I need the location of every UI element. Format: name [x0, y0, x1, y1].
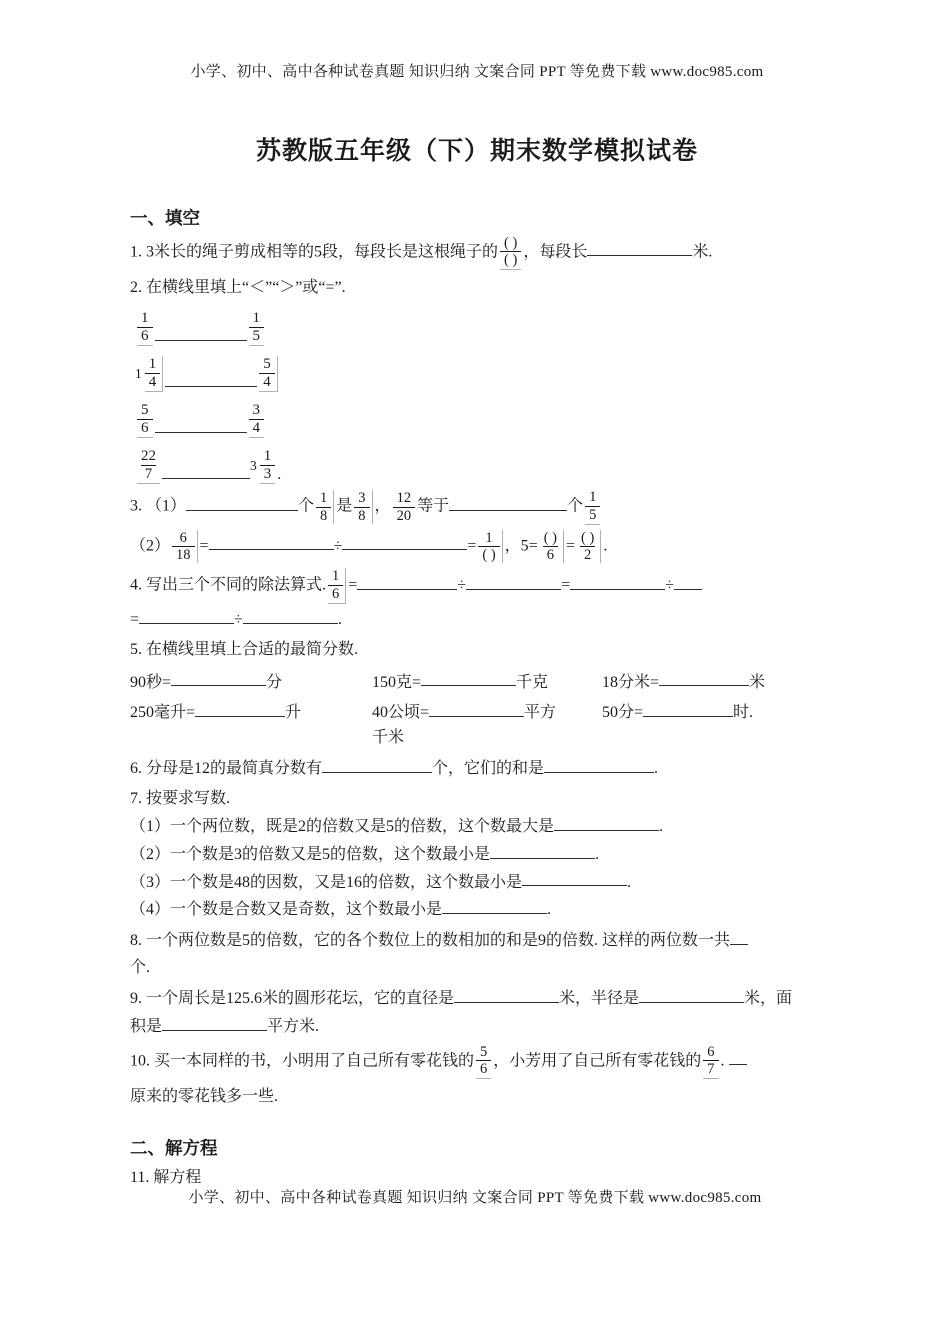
text: ，5= — [504, 537, 538, 555]
blank-line — [186, 493, 298, 511]
text: . — [720, 1052, 729, 1070]
fraction — [172, 530, 198, 563]
numerator: 5 — [480, 1043, 488, 1060]
fraction — [354, 490, 372, 523]
fraction — [249, 402, 265, 439]
text: . — [659, 817, 664, 835]
blank-line — [639, 985, 744, 1003]
text: 1. 3米长的绳子剪成相等的5段，每段长是这根绳子的 — [130, 243, 499, 261]
text: = — [565, 537, 576, 555]
footer-note: 小学、初中、高中各种试卷真题 知识归纳 文案合同 PPT 等免费下载 www.doc985.com — [188, 1190, 762, 1206]
text: . — [603, 537, 608, 555]
text: 平方 — [524, 704, 557, 722]
mixed-number — [250, 448, 277, 485]
numerator: 1 — [485, 529, 493, 546]
denominator: ( ) — [478, 546, 499, 563]
q5-column-3 — [602, 664, 820, 751]
numerator: 6 — [179, 529, 187, 546]
whole-number: 1 — [135, 366, 142, 382]
text: 40公顷= — [372, 704, 430, 722]
text: 分 — [266, 673, 283, 691]
question-1 — [130, 235, 824, 270]
blank-line — [587, 239, 692, 257]
section-heading-fill-blanks: 一、填空 — [130, 208, 200, 228]
text: （3）一个数是48的因数，又是16的倍数，这个数最小是 — [130, 873, 523, 891]
question-8-line-2 — [130, 955, 824, 980]
compare-row-2 — [135, 348, 824, 392]
question-2 — [130, 275, 824, 300]
numerator: 12 — [396, 490, 412, 507]
blank-line — [466, 572, 561, 590]
q5-cell-90s — [130, 669, 372, 695]
q5-cell-250ml — [130, 699, 372, 725]
fraction — [259, 356, 278, 393]
numerator: 3 — [252, 401, 260, 418]
numerator: 6 — [707, 1043, 715, 1060]
blank-line — [674, 572, 702, 590]
question-6 — [130, 755, 824, 781]
blank-line — [490, 841, 595, 859]
question-8-line-1 — [130, 927, 824, 953]
text: 米，面 — [744, 989, 793, 1007]
compare-row-1 — [135, 302, 824, 346]
fraction — [260, 448, 276, 485]
text: 个. — [130, 959, 151, 977]
question-3-part-2 — [130, 530, 824, 563]
numerator: 3 — [358, 490, 366, 507]
text: 90秒= — [130, 673, 172, 691]
numerator: 5 — [263, 355, 271, 372]
blank-line — [729, 1047, 747, 1065]
blank-line — [449, 493, 567, 511]
text: 3. （1） — [130, 497, 187, 515]
text: 10. 买一本同样的书，小明用了自己所有零花钱的 — [130, 1052, 475, 1070]
blank-line — [429, 699, 524, 717]
page-title: 苏教版五年级（下）期末数学模拟试卷 — [255, 137, 698, 165]
text: ， — [374, 497, 391, 515]
question-10-line-1 — [130, 1044, 824, 1079]
fraction — [249, 310, 265, 347]
denominator: 18 — [172, 546, 195, 563]
text: 千米 — [372, 729, 405, 747]
answer-line — [165, 386, 257, 387]
answer-line — [162, 478, 250, 479]
question-5 — [130, 637, 824, 662]
fraction — [476, 1044, 491, 1079]
compare-row-3 — [135, 394, 824, 438]
denominator: 6 — [137, 419, 153, 437]
question-3-part-1 — [130, 489, 824, 524]
compare-row-4 — [135, 440, 824, 484]
question-5-unit-grid — [130, 664, 824, 751]
text: 11. 解方程 — [130, 1169, 202, 1187]
denominator: 5 — [585, 506, 600, 523]
blank-line — [442, 896, 547, 914]
text: ÷ — [457, 576, 467, 594]
answer-line — [155, 340, 247, 341]
blank-line — [659, 669, 749, 687]
question-9-line-1 — [130, 985, 824, 1011]
numerator: 5 — [141, 401, 149, 418]
blank-line — [421, 669, 516, 687]
denominator: 7 — [703, 1060, 718, 1077]
text: 2. 在横线里填上“＜”“＞”或“=”. — [130, 279, 346, 297]
denominator: ( ) — [500, 251, 521, 268]
blank-line — [322, 755, 432, 773]
q5-cell-150g — [372, 669, 602, 695]
fraction — [500, 235, 521, 270]
text: 5. 在横线里填上合适的最简分数. — [130, 640, 359, 658]
text: 平方米. — [267, 1017, 320, 1035]
text: . — [627, 873, 632, 891]
denominator: 3 — [260, 465, 276, 483]
fraction — [478, 530, 502, 563]
text: 个，它们的和是 — [432, 760, 545, 778]
text: ，每段长 — [523, 243, 588, 261]
denominator: 5 — [249, 327, 265, 345]
text: = — [199, 537, 209, 555]
text: . — [654, 760, 659, 778]
text: 升 — [285, 704, 302, 722]
text: 等于 — [417, 497, 450, 515]
q5-column-1 — [130, 664, 372, 751]
fraction — [540, 530, 564, 563]
text: 米，半径是 — [559, 989, 640, 1007]
whole-number: 3 — [250, 458, 257, 474]
text: 米. — [692, 243, 713, 261]
answer-line — [155, 432, 247, 433]
q5-cell-18dm — [602, 669, 820, 695]
fraction — [316, 490, 334, 523]
denominator: 7 — [141, 465, 157, 483]
fraction — [137, 402, 153, 439]
blank-line — [195, 699, 285, 717]
question-9-line-2 — [130, 1013, 824, 1039]
denominator: 4 — [249, 419, 265, 437]
denominator: 2 — [580, 546, 595, 563]
denominator: 6 — [328, 585, 343, 602]
denominator: 6 — [543, 546, 558, 563]
fraction — [585, 489, 600, 524]
text: 原来的零花钱多一些. — [130, 1088, 279, 1106]
text: 个 — [567, 497, 584, 515]
numerator: 1 — [320, 490, 328, 507]
section-heading-solve-equations: 二、解方程 — [130, 1138, 218, 1159]
question-4-line-1 — [130, 568, 824, 603]
numerator: 1 — [252, 309, 260, 326]
text: ÷ — [665, 576, 674, 594]
denominator: 6 — [476, 1060, 491, 1077]
fraction — [137, 448, 160, 485]
question-7-sub-4 — [130, 896, 824, 922]
fraction — [703, 1044, 718, 1079]
text: 7. 按要求写数. — [130, 790, 231, 808]
question-10-line-2 — [130, 1084, 824, 1109]
numerator: 1 — [332, 568, 340, 585]
blank-line — [342, 533, 467, 551]
numerator: 1 — [263, 447, 272, 464]
text: 4. 写出三个不同的除法算式. — [130, 576, 327, 594]
q5-column-2 — [372, 664, 602, 751]
text: . — [277, 466, 282, 484]
numerator: 22 — [141, 447, 156, 464]
blank-line — [209, 533, 334, 551]
fraction — [137, 310, 153, 347]
text: . — [547, 901, 552, 919]
denominator: 6 — [137, 327, 153, 345]
text: （2）一个数是3的倍数又是5的倍数，这个数最小是 — [130, 845, 491, 863]
text: 米 — [749, 673, 766, 691]
text: 50分= — [602, 704, 644, 722]
numerator: 1 — [148, 355, 157, 372]
blank-line — [554, 813, 659, 831]
question-4-line-2 — [130, 606, 824, 632]
text: = — [561, 576, 571, 594]
mixed-number — [135, 356, 165, 393]
q5-cell-50min — [602, 699, 820, 725]
denominator: 8 — [316, 507, 331, 524]
text: 18分米= — [602, 673, 660, 691]
blank-line — [171, 669, 266, 687]
blank-line — [544, 755, 654, 773]
text: 千克 — [516, 673, 549, 691]
text: 8. 一个两位数是5的倍数，它的各个数位上的数相加的和是9的倍数. 这样的两位数一共 — [130, 932, 731, 950]
denominator: 4 — [145, 373, 161, 391]
blank-line — [243, 606, 338, 624]
text: 6. 分母是12的最简真分数有 — [130, 760, 323, 778]
blank-line — [357, 572, 457, 590]
denominator: 4 — [259, 373, 275, 391]
text: 时. — [733, 704, 754, 722]
question-7-sub-1 — [130, 813, 824, 839]
text: （2） — [130, 537, 171, 555]
numerator: ( ) — [581, 529, 595, 546]
fraction — [145, 356, 164, 393]
blank-line — [570, 572, 665, 590]
denominator: 8 — [354, 507, 369, 524]
blank-line — [139, 606, 234, 624]
numerator: ( ) — [543, 529, 557, 546]
blank-line — [454, 985, 559, 1003]
fraction — [393, 490, 416, 523]
text: 9. 一个周长是125.6米的圆形花坛，它的直径是 — [130, 989, 455, 1007]
text: = — [467, 537, 477, 555]
text: 150克= — [372, 673, 422, 691]
text: （4）一个数是合数又是奇数，这个数最小是 — [130, 901, 443, 919]
q5-cell-40ha — [372, 699, 602, 750]
fraction — [577, 530, 601, 563]
text: ÷ — [333, 537, 343, 555]
text: . — [595, 845, 600, 863]
blank-line — [730, 927, 748, 945]
question-7-sub-2 — [130, 841, 824, 867]
blank-line — [522, 869, 627, 887]
fraction — [328, 568, 346, 603]
header-note: 小学、初中、高中各种试卷真题 知识归纳 文案合同 PPT 等免费下载 www.doc985.com — [190, 64, 764, 80]
denominator: 20 — [393, 507, 416, 524]
question-7 — [130, 786, 824, 811]
text: 是 — [336, 497, 353, 515]
question-7-sub-3 — [130, 869, 824, 895]
text: 250毫升= — [130, 704, 196, 722]
numerator: 1 — [141, 309, 149, 326]
text: （1）一个两位数，既是2的倍数又是5的倍数，这个数最大是 — [130, 817, 555, 835]
numerator: 1 — [589, 489, 597, 506]
text: . — [337, 610, 342, 628]
text: ÷ — [234, 610, 243, 628]
text: = — [348, 576, 358, 594]
blank-line — [162, 1013, 267, 1031]
blank-line — [643, 699, 733, 717]
numerator: ( ) — [504, 235, 518, 251]
text: = — [130, 610, 140, 628]
text: 个 — [298, 497, 315, 515]
text: ，小芳用了自己所有零花钱的 — [493, 1052, 702, 1070]
text: 积是 — [130, 1017, 163, 1035]
